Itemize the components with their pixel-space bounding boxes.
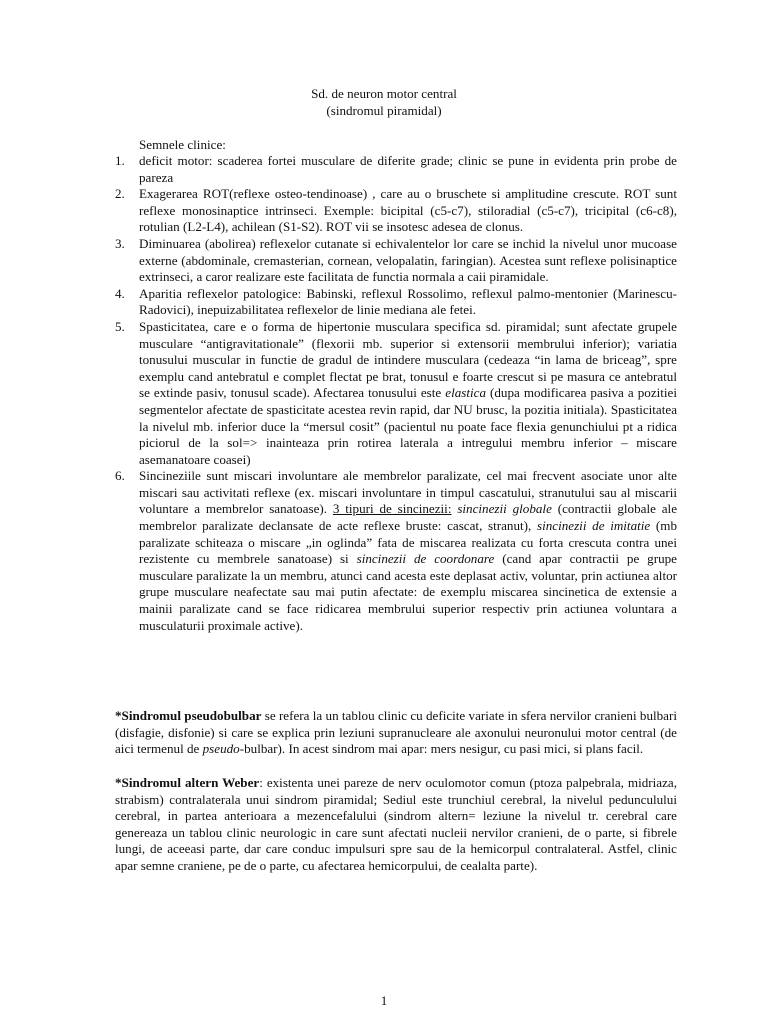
title-line-1: Sd. de neuron motor central bbox=[311, 86, 457, 101]
list-item-text: Sincineziile sunt miscari involuntare ale membrelor paralizate, cel mai frecvent asociate unor alte miscari sau activitati reflexe (ex. miscari involuntare in timpul cascatului, stranutului sau al miscarii voluntare a membrelor sanatoase). bbox=[139, 468, 677, 517]
list-item bbox=[115, 286, 677, 319]
list-item-text: (dupa modificarea pasiva a pozitiei segmentelor afectate de spasticitate acestea revin rapid, dar NU brusc, la pozitia initiala). Spasticitatea la nivelul mb. inferior duce la “mersul cosit” (pacientul nu poate face flexia genunchiului pt a ridica piciorul de la sol=> inainteaza prin rotirea laterala a intregului membru inferior – miscare asemanatoare coasei) bbox=[139, 385, 678, 467]
paragraph-text: : existenta unei pareze de nerv oculomotor comun (ptoza palpebrala, midriaza, strabism) contralaterala unui sindrom piramidal; Sediul este trunchiul cerebral, la nivelul pedunculului cerebral, in partea anterioara a mezencefalului (sindrom altern= leziune la nivelul tr. cerebral care genereaza un tablou clinic neurologic in care sunt afectati nucleii nervilor cranieni, de o parte, si fibrele lungi, de aceeasi parte, dar care conduc impulsuri spre sau de la hemicorpul contralateral. Astfel, clinic apar semne craniene, pe de o parte, cu afectarea hemicorpului, de cealalta parte). bbox=[115, 775, 677, 873]
list-item-text: deficit motor: scaderea fortei musculare de diferite grade; clinic se pune in evidenta prin probe de pareza bbox=[139, 153, 677, 185]
list-item-text: Exagerarea ROT(reflexe osteo-tendinoase) , care au o bruschete si amplitudine crescute. ROT sunt reflexe monosinaptice intrinseci. Exemple: bicipital (c5-c7), stiloradial (c5-c7), tricipital (c6-c8), rotulian (L2-L4), achilean (S1-S2). ROT vii se insotesc adesea de clonus. bbox=[139, 186, 677, 235]
title-line-2: (sindromul piramidal) bbox=[326, 103, 442, 118]
list-item bbox=[115, 468, 677, 634]
list-item-number: 6. bbox=[115, 468, 125, 484]
list-item bbox=[115, 319, 677, 468]
page-number: 1 bbox=[380, 993, 388, 1008]
list-item-text: Spasticitatea, care e o forma de hipertonie musculara specifica sd. piramidal; sunt afectate grupele musculare “antigravitationale” (flexorii mb. superior si extensorii membrului inferior); variatia tonusului muscular in functie de gradul de intindere musculara (cedeaza “in lama de briceag”, spre exemplu cand antebratul e complet flectat pe brat, tonusul e foarte crescut si pe masura ce antebratul se extinde pasiv, tonusul scade). Afectarea tonusului este bbox=[139, 318, 677, 401]
list-item-text: Diminuarea (abolirea) reflexelor cutanate si echivalentelor lor care se inchid la nivelul unor mucoase externe (abdominale, cremasterian, cornean, velopalatin, faringian). Acestea sunt reflexe polisinaptice extrinseci, a caror realizare este facilitata de functia normala a caii piramidale. bbox=[139, 235, 677, 285]
list-item-number: 1. bbox=[115, 153, 125, 168]
paragraph-text: -bulbar). In acest sindrom mai apar: mers nesigur, cu pasi mici, si plans facil. bbox=[239, 741, 644, 757]
paragraph-heading: *Sindromul altern Weber bbox=[115, 775, 260, 790]
list-item-number: 5. bbox=[115, 318, 125, 334]
clinical-signs-list bbox=[115, 153, 677, 634]
paragraph-text: se refera la un tablou clinic cu deficite variate in sfera nervilor cranieni bulbari (disfagie, disfonie) si care se explica prin leziuni supranucleare ale axonului neuronului motor central (de aici termenul de bbox=[115, 708, 677, 757]
paragraph-weber bbox=[115, 775, 677, 875]
list-item bbox=[115, 236, 677, 286]
list-item-text: (cand apar contractii pe grupe musculare paralizate la un membru, atunci cand acesta este deplasat activ, voluntar, prin actiunea altor grupe musculare neafectate sau mai putin afectate: de exemplu miscarea sincinetica de extensie a mainii paralizate cand se face ridicarea membrului superior respectiv prin actiunea voluntara a musculaturii proximale active). bbox=[139, 551, 677, 633]
emphasis-text: sincinezii de imitatie bbox=[537, 518, 651, 534]
paragraph-pseudobulbar bbox=[115, 708, 677, 758]
paragraph-heading: *Sindromul pseudobulbar bbox=[115, 708, 262, 723]
section-intro: Semnele clinice: bbox=[139, 137, 226, 152]
list-item-text: (contractii globale ale membrelor paralizate declansate de acte reflexe bruste: cascat, stranut), bbox=[139, 501, 677, 534]
emphasis-text: elastica bbox=[445, 385, 486, 401]
list-item bbox=[115, 186, 677, 236]
list-item-number: 3. bbox=[115, 235, 125, 251]
list-item-text: (mb paralizate schiteaza o miscare „in oglinda” fata de miscarea realizata cu forta crescuta contra unei rezistente cu membrele sanatoase) si bbox=[139, 518, 677, 567]
document-title bbox=[0, 86, 768, 120]
list-item-text: Aparitia reflexelor patologice: Babinski, reflexul Rossolimo, reflexul palmo-mentonier (Marinescu-Radovici), inepuizabilitatea reflexelor de linie mediana ale fetei. bbox=[139, 285, 677, 318]
list-item bbox=[115, 153, 677, 186]
emphasis-text: pseudo bbox=[202, 741, 240, 757]
list-item-number: 4. bbox=[115, 285, 125, 301]
emphasis-text: sincinezii globale bbox=[457, 501, 552, 517]
emphasis-text: sincinezii de coordonare bbox=[356, 551, 495, 567]
underlined-text: 3 tipuri de sincinezii: bbox=[332, 501, 452, 517]
list-item-number: 2. bbox=[115, 186, 125, 202]
